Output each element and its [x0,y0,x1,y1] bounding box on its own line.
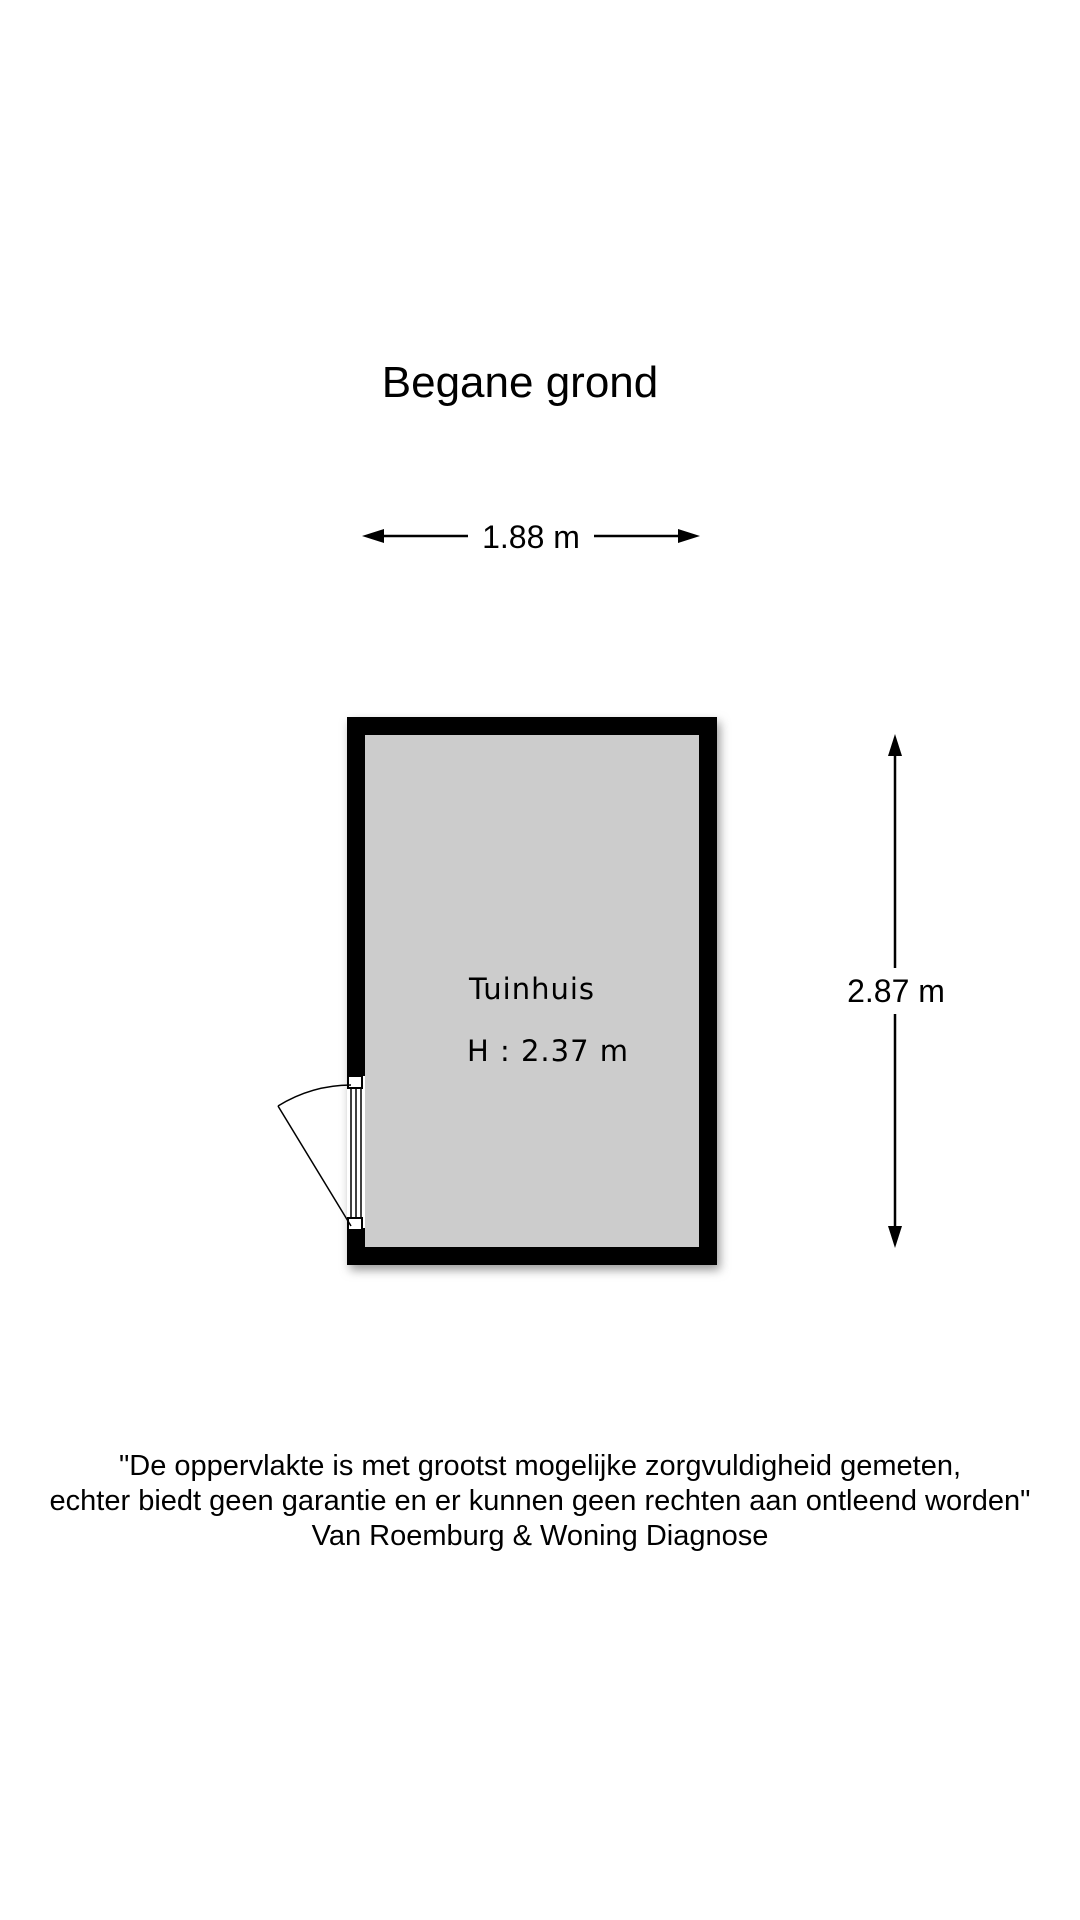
depth-arrow-bottom-icon [888,1226,902,1248]
width-dimension [362,519,700,555]
room-height-label: H : 2.37 m [466,1034,630,1068]
width-dimension-label: 1.88 m [482,519,580,555]
floor-title: Begane grond [381,358,659,407]
disclaimer-line-2: echter biedt geen garantie en er kunnen geen rechten aan ontleend worden" [49,1485,1031,1517]
depth-arrow-top-icon [888,734,902,756]
width-arrow-right-icon [678,529,700,543]
depth-dimension [847,734,945,1248]
disclaimer-line-1: "De oppervlakte is met grootst mogelijke zorgvuldigheid gemeten, [118,1450,962,1482]
door-leaf [278,1106,351,1226]
room-name: Tuinhuis [468,972,596,1006]
disclaimer [0,1449,1080,1554]
door [278,1076,365,1230]
depth-dimension-label: 2.87 m [847,973,945,1009]
door-jamb-top [348,1076,362,1088]
width-arrow-left-icon [362,529,384,543]
disclaimer-line-3: Van Roemburg & Woning Diagnose [311,1520,769,1552]
door-swing-arc [278,1085,351,1106]
